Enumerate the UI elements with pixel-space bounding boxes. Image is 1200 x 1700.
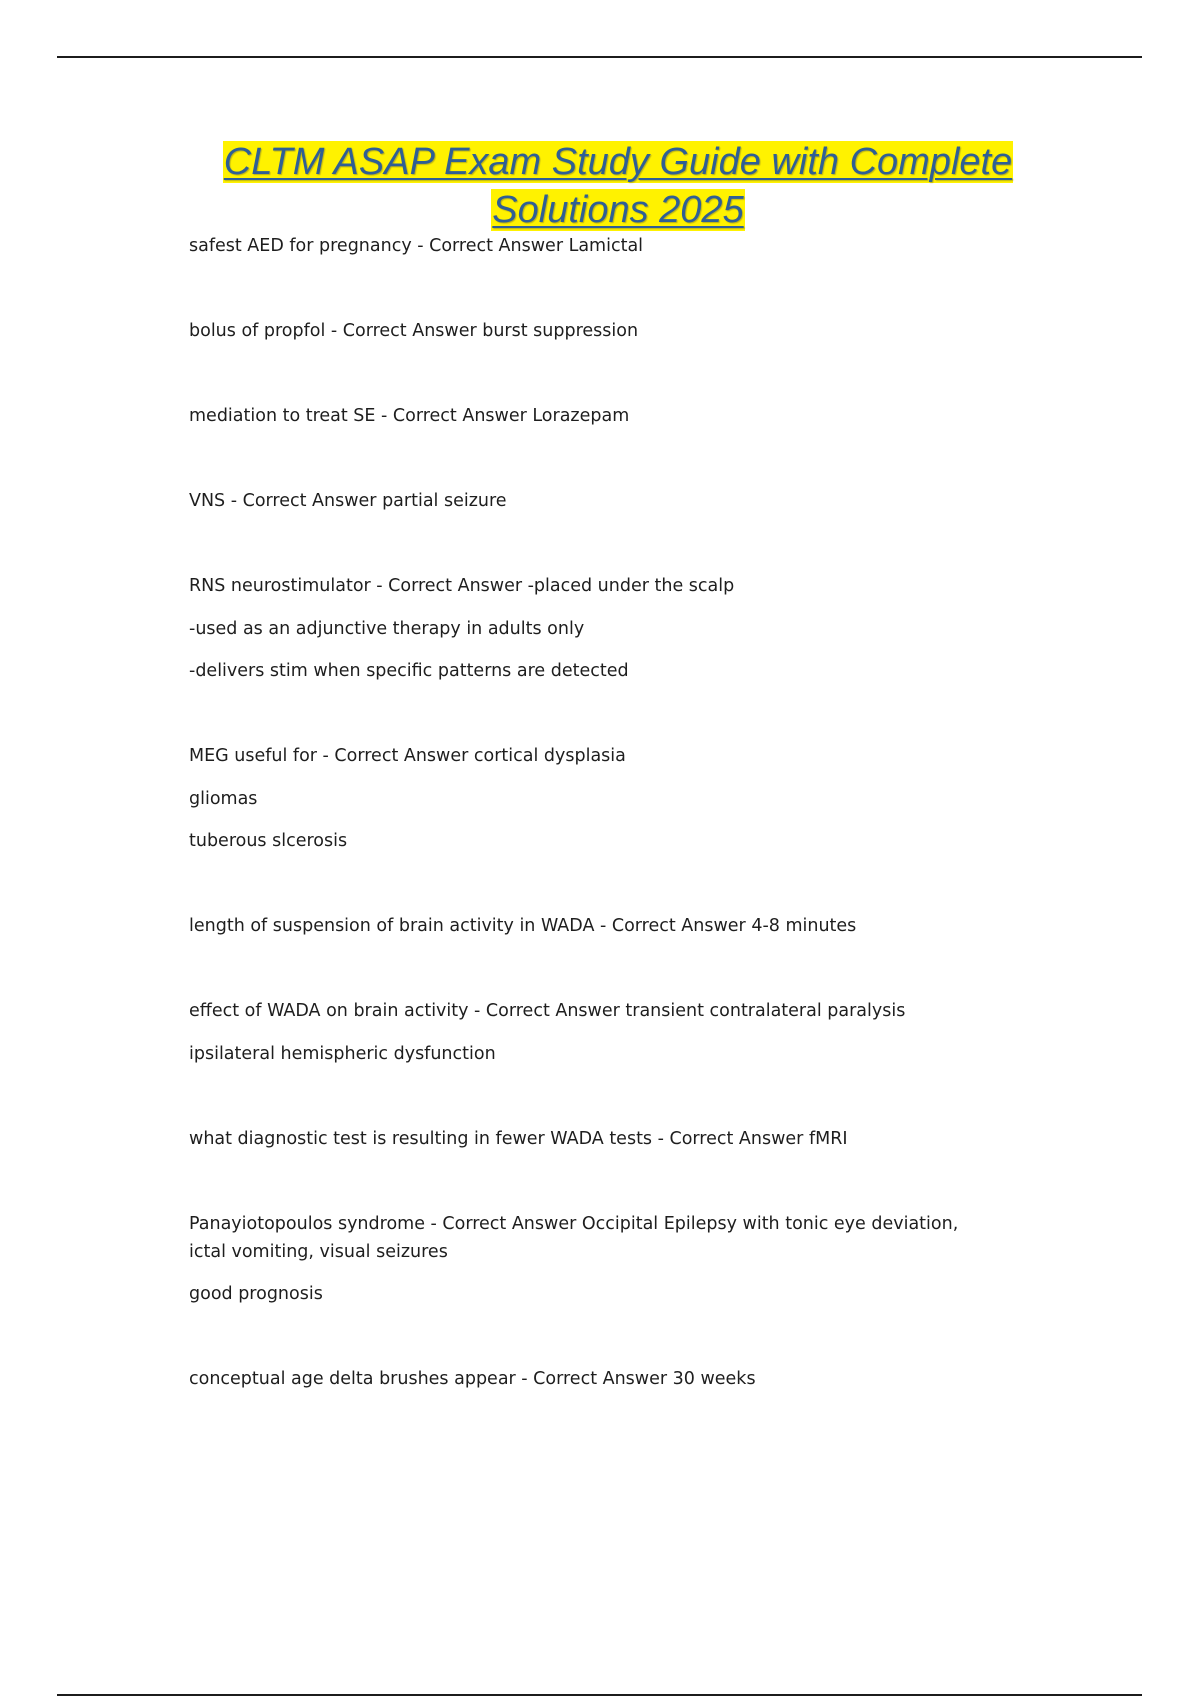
- bottom-rule: [57, 1694, 1142, 1696]
- qa-item: [189, 742, 989, 855]
- qa-item: [189, 997, 989, 1068]
- qa-answer-continuation: good prognosis: [189, 1284, 323, 1304]
- qa-list: [189, 232, 989, 1450]
- title-line-1: CLTM ASAP Exam Study Guide with Complete: [223, 141, 1013, 183]
- qa-item: [189, 1210, 989, 1309]
- title-line-2: Solutions 2025: [492, 189, 744, 231]
- top-rule: [57, 56, 1142, 58]
- qa-question-answer: VNS - Correct Answer partial seizure: [189, 491, 507, 511]
- document-title: [0, 138, 1200, 234]
- qa-question-answer: length of suspension of brain activity in WADA - Correct Answer 4-8 minutes: [189, 916, 857, 936]
- qa-item: [189, 1125, 989, 1153]
- qa-answer-continuation: ipsilateral hemispheric dysfunction: [189, 1043, 496, 1064]
- qa-question-answer: mediation to treat SE - Correct Answer Lorazepam: [189, 406, 630, 426]
- qa-answer-continuation: tuberous slcerosis: [189, 831, 348, 851]
- qa-question-answer: MEG useful for - Correct Answer cortical dysplasia: [189, 746, 626, 766]
- qa-question-answer: effect of WADA on brain activity - Correct Answer transient contralateral paralysis: [189, 1001, 906, 1021]
- qa-item: [189, 402, 989, 430]
- qa-question-answer: what diagnostic test is resulting in fewer WADA tests - Correct Answer fMRI: [189, 1128, 848, 1149]
- qa-question-answer: safest AED for pregnancy - Correct Answer Lamictal: [189, 236, 644, 256]
- qa-answer-continuation: -delivers stim when specific patterns are detected: [189, 661, 629, 681]
- qa-question-answer: RNS neurostimulator - Correct Answer -placed under the scalp: [189, 576, 735, 596]
- qa-question-answer: Panayiotopoulos syndrome - Correct Answer Occipital Epilepsy with tonic eye deviation, ictal vomiting, visual seizures: [189, 1213, 959, 1262]
- qa-item: [189, 912, 989, 940]
- qa-item: [189, 232, 989, 260]
- qa-question-answer: conceptual age delta brushes appear - Correct Answer 30 weeks: [189, 1369, 756, 1389]
- qa-item: [189, 572, 989, 685]
- qa-item: [189, 317, 989, 345]
- qa-item: [189, 487, 989, 515]
- qa-item: [189, 1365, 989, 1393]
- qa-answer-continuation: -used as an adjunctive therapy in adults only: [189, 618, 585, 639]
- qa-answer-continuation: gliomas: [189, 788, 258, 809]
- qa-question-answer: bolus of propfol - Correct Answer burst suppression: [189, 321, 639, 341]
